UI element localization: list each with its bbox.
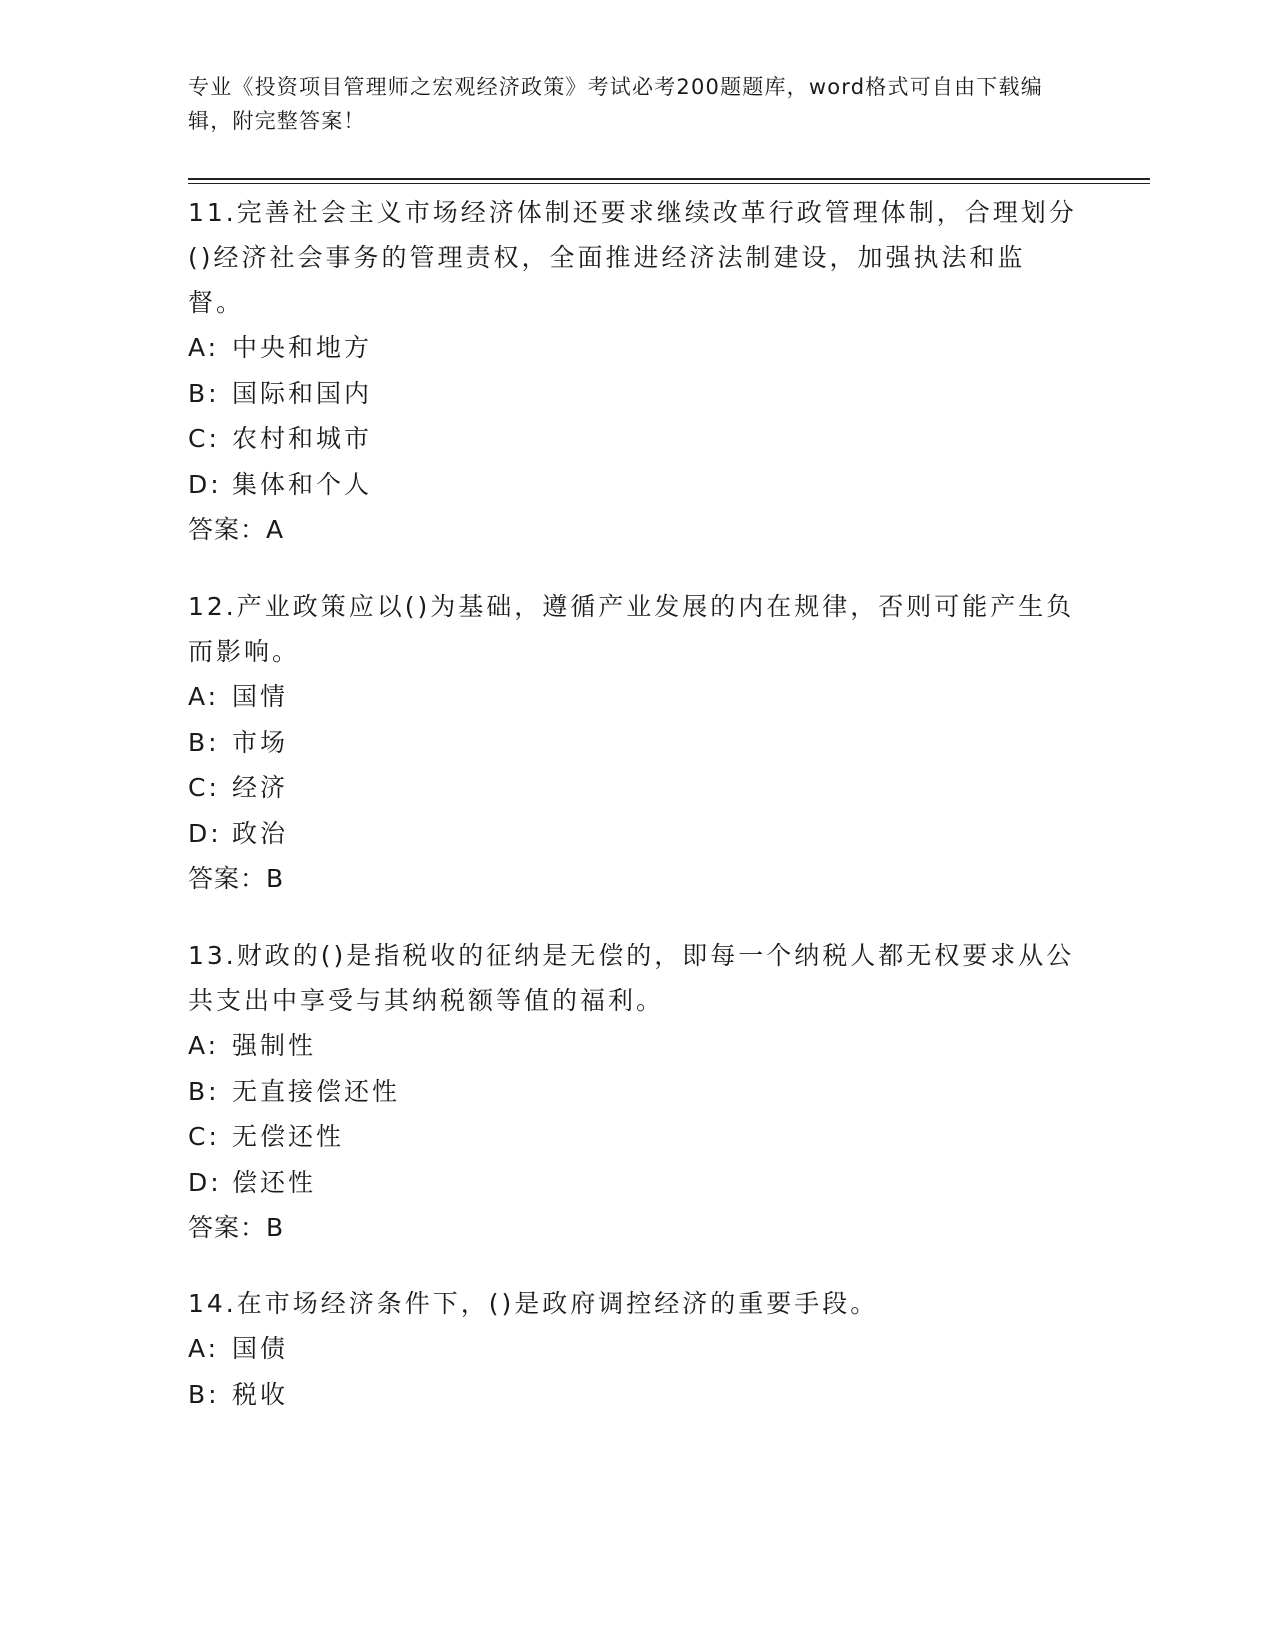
option-text: 国情 — [232, 682, 289, 711]
option-text: 经济 — [232, 773, 289, 802]
option-b — [188, 720, 1078, 766]
option-a — [188, 674, 1078, 720]
option-letter: B: — [188, 1379, 220, 1409]
option-c — [188, 1114, 1078, 1160]
option-text: 政治 — [232, 818, 289, 848]
answer: 答案：B — [188, 864, 285, 893]
header-divider-thin — [188, 183, 1150, 184]
option-text: 偿还性 — [232, 1167, 317, 1197]
option-letter: A: — [188, 682, 220, 711]
option-c — [188, 765, 1078, 811]
option-text: 集体和个人 — [232, 469, 373, 499]
option-text: 税收 — [232, 1379, 289, 1409]
option-letter: C: — [188, 773, 220, 802]
question-stem: 12.产业政策应以()为基础，遵循产业发展的内在规律，否则可能产生负而影响。 — [188, 592, 1075, 666]
option-letter: B: — [188, 378, 220, 408]
option-letter: A: — [188, 1334, 220, 1363]
option-b — [188, 1069, 1078, 1115]
option-letter: C: — [188, 1122, 220, 1151]
question-stem: 11.完善社会主义市场经济体制还要求继续改革行政管理体制，合理划分()经济社会事务的管理责权，全面推进经济法制建设，加强执法和监督。 — [188, 198, 1077, 317]
option-letter: A: — [188, 1031, 220, 1060]
option-letter: C: — [188, 424, 220, 453]
question-11 — [188, 190, 1078, 553]
option-letter: B: — [188, 727, 220, 757]
option-text: 无直接偿还性 — [232, 1076, 401, 1106]
option-letter: D: — [188, 469, 222, 499]
option-text: 农村和城市 — [232, 424, 373, 453]
answer: 答案：B — [188, 1213, 285, 1242]
option-letter: B: — [188, 1076, 220, 1106]
option-d — [188, 1160, 1078, 1206]
option-letter: D: — [188, 1167, 222, 1197]
option-text: 中央和地方 — [232, 333, 373, 362]
option-text: 市场 — [232, 727, 289, 757]
question-stem: 14.在市场经济条件下，()是政府调控经济的重要手段。 — [188, 1289, 879, 1318]
option-d — [188, 462, 1078, 508]
option-text: 无偿还性 — [232, 1122, 345, 1151]
question-stem: 13.财政的()是指税收的征纳是无偿的，即每一个纳税人都无权要求从公共支出中享受与其纳税额等值的福利。 — [188, 941, 1075, 1015]
option-d — [188, 811, 1078, 857]
option-c — [188, 416, 1078, 462]
question-14 — [188, 1281, 1078, 1417]
option-letter: A: — [188, 333, 220, 362]
option-text: 国际和国内 — [232, 378, 373, 408]
option-b — [188, 1372, 1078, 1418]
option-letter: D: — [188, 818, 222, 848]
option-a — [188, 1023, 1078, 1069]
option-b — [188, 371, 1078, 417]
question-12 — [188, 584, 1078, 902]
header-divider-thick — [188, 178, 1150, 180]
document-header: 专业《投资项目管理师之宏观经济政策》考试必考200题题库，word格式可自由下载编辑，附完整答案！ — [188, 75, 1043, 133]
option-text: 国债 — [232, 1334, 289, 1363]
option-a — [188, 325, 1078, 371]
question-13 — [188, 933, 1078, 1251]
answer: 答案：A — [188, 515, 285, 544]
option-text: 强制性 — [232, 1031, 317, 1060]
option-a — [188, 1326, 1078, 1372]
